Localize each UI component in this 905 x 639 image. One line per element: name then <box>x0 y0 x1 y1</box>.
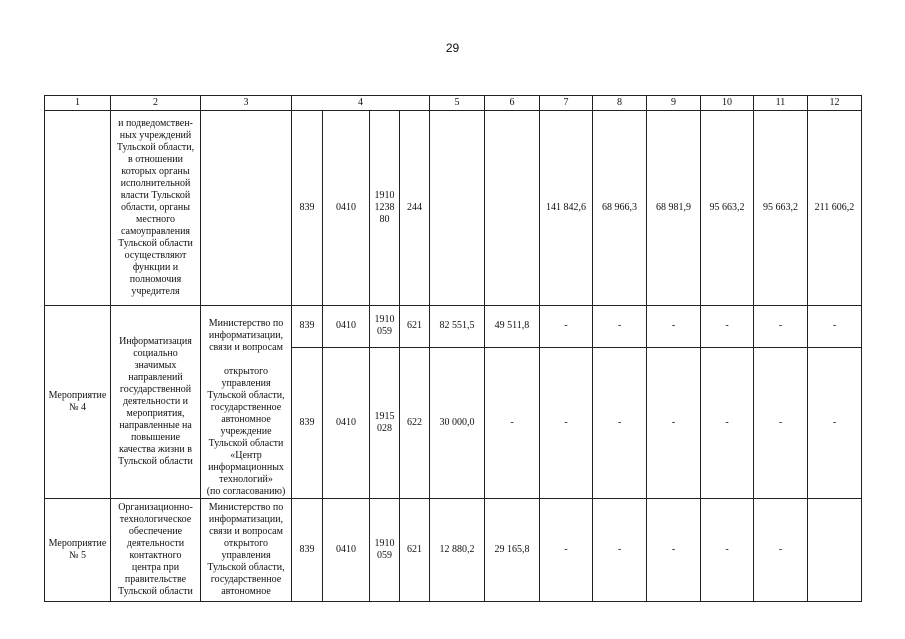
event-name-cell: Организационно- технологическое обеспечение деятельности контактного центра при правительстве Тульской области <box>111 499 201 602</box>
value-cell-6: - <box>485 347 540 498</box>
event-name-cell: Информатизация социально значимых направлений государственной деятельности и мероприятия, направленные на повышение качества жизни в Тульской области <box>111 306 201 499</box>
value-cell-7: 141 842,6 <box>540 111 593 306</box>
value-cell-9: - <box>647 306 701 348</box>
grbs-cell: 839 <box>292 111 323 306</box>
value-cell-5 <box>430 111 485 306</box>
header-cell: 7 <box>540 96 593 111</box>
table-row <box>45 499 862 602</box>
table-row <box>45 111 862 306</box>
header-cell: 4 <box>292 96 430 111</box>
value-cell-6: 49 511,8 <box>485 306 540 348</box>
grbs-cell: 839 <box>292 347 323 498</box>
executor-cell: Министерство по информатизации, связи и вопросам открытого управления Тульской области, государственное автономное <box>201 499 292 602</box>
value-cell-12 <box>808 499 862 602</box>
value-cell-8: - <box>593 499 647 602</box>
value-cell-9: - <box>647 499 701 602</box>
table-row <box>45 306 862 348</box>
header-cell: 12 <box>808 96 862 111</box>
value-cell-7: - <box>540 499 593 602</box>
csr-cell: 1910 059 <box>370 499 400 602</box>
event-label-cell <box>45 111 111 306</box>
header-cell: 5 <box>430 96 485 111</box>
value-cell-5: 30 000,0 <box>430 347 485 498</box>
event-label-cell: Мероприятие № 4 <box>45 306 111 499</box>
header-cell: 2 <box>111 96 201 111</box>
value-cell-12: 211 606,2 <box>808 111 862 306</box>
rzpr-cell: 0410 <box>323 111 370 306</box>
value-cell-8: - <box>593 347 647 498</box>
rzpr-cell: 0410 <box>323 499 370 602</box>
event-label-cell: Мероприятие № 5 <box>45 499 111 602</box>
header-cell: 11 <box>754 96 808 111</box>
vr-cell: 622 <box>400 347 430 498</box>
header-cell: 9 <box>647 96 701 111</box>
vr-cell: 621 <box>400 499 430 602</box>
value-cell-10: - <box>701 306 754 348</box>
grbs-cell: 839 <box>292 499 323 602</box>
value-cell-6 <box>485 111 540 306</box>
value-cell-10: 95 663,2 <box>701 111 754 306</box>
executor-cell <box>201 306 292 499</box>
value-cell-9: 68 981,9 <box>647 111 701 306</box>
value-cell-7: - <box>540 347 593 498</box>
executor-text-part: открытого управления Тульской области, государственное автономное учреждение Тульской области «Центр информационных технологий» (по согласованию) <box>206 366 286 497</box>
executor-text-part: Министерство по информатизации, связи и вопросам <box>208 318 284 353</box>
grbs-cell: 839 <box>292 306 323 348</box>
header-cell: 1 <box>45 96 111 111</box>
value-cell-9: - <box>647 347 701 498</box>
rzpr-cell: 0410 <box>323 347 370 498</box>
value-cell-12: - <box>808 306 862 348</box>
value-cell-8: - <box>593 306 647 348</box>
value-cell-6: 29 165,8 <box>485 499 540 602</box>
page-number: 29 <box>445 41 460 55</box>
value-cell-12: - <box>808 347 862 498</box>
value-cell-10: - <box>701 347 754 498</box>
value-cell-5: 12 880,2 <box>430 499 485 602</box>
rzpr-cell: 0410 <box>323 306 370 348</box>
value-cell-8: 68 966,3 <box>593 111 647 306</box>
header-cell: 8 <box>593 96 647 111</box>
header-cell: 10 <box>701 96 754 111</box>
value-cell-5: 82 551,5 <box>430 306 485 348</box>
budget-table <box>44 95 862 602</box>
header-cell: 6 <box>485 96 540 111</box>
event-name-cell: и подведомствен- ных учреждений Тульской области, в отношении которых органы исполнительной власти Тульской области, органы местного самоуправления Тульской области осуществляют функции и полномочия учредителя <box>111 111 201 306</box>
executor-cell <box>201 111 292 306</box>
value-cell-7: - <box>540 306 593 348</box>
value-cell-11: - <box>754 499 808 602</box>
vr-cell: 621 <box>400 306 430 348</box>
csr-cell: 1910 1238 80 <box>370 111 400 306</box>
csr-cell: 1915 028 <box>370 347 400 498</box>
value-cell-11: - <box>754 347 808 498</box>
value-cell-11: - <box>754 306 808 348</box>
table-header-row <box>45 96 862 111</box>
header-cell: 3 <box>201 96 292 111</box>
csr-cell: 1910 059 <box>370 306 400 348</box>
value-cell-11: 95 663,2 <box>754 111 808 306</box>
value-cell-10: - <box>701 499 754 602</box>
vr-cell: 244 <box>400 111 430 306</box>
